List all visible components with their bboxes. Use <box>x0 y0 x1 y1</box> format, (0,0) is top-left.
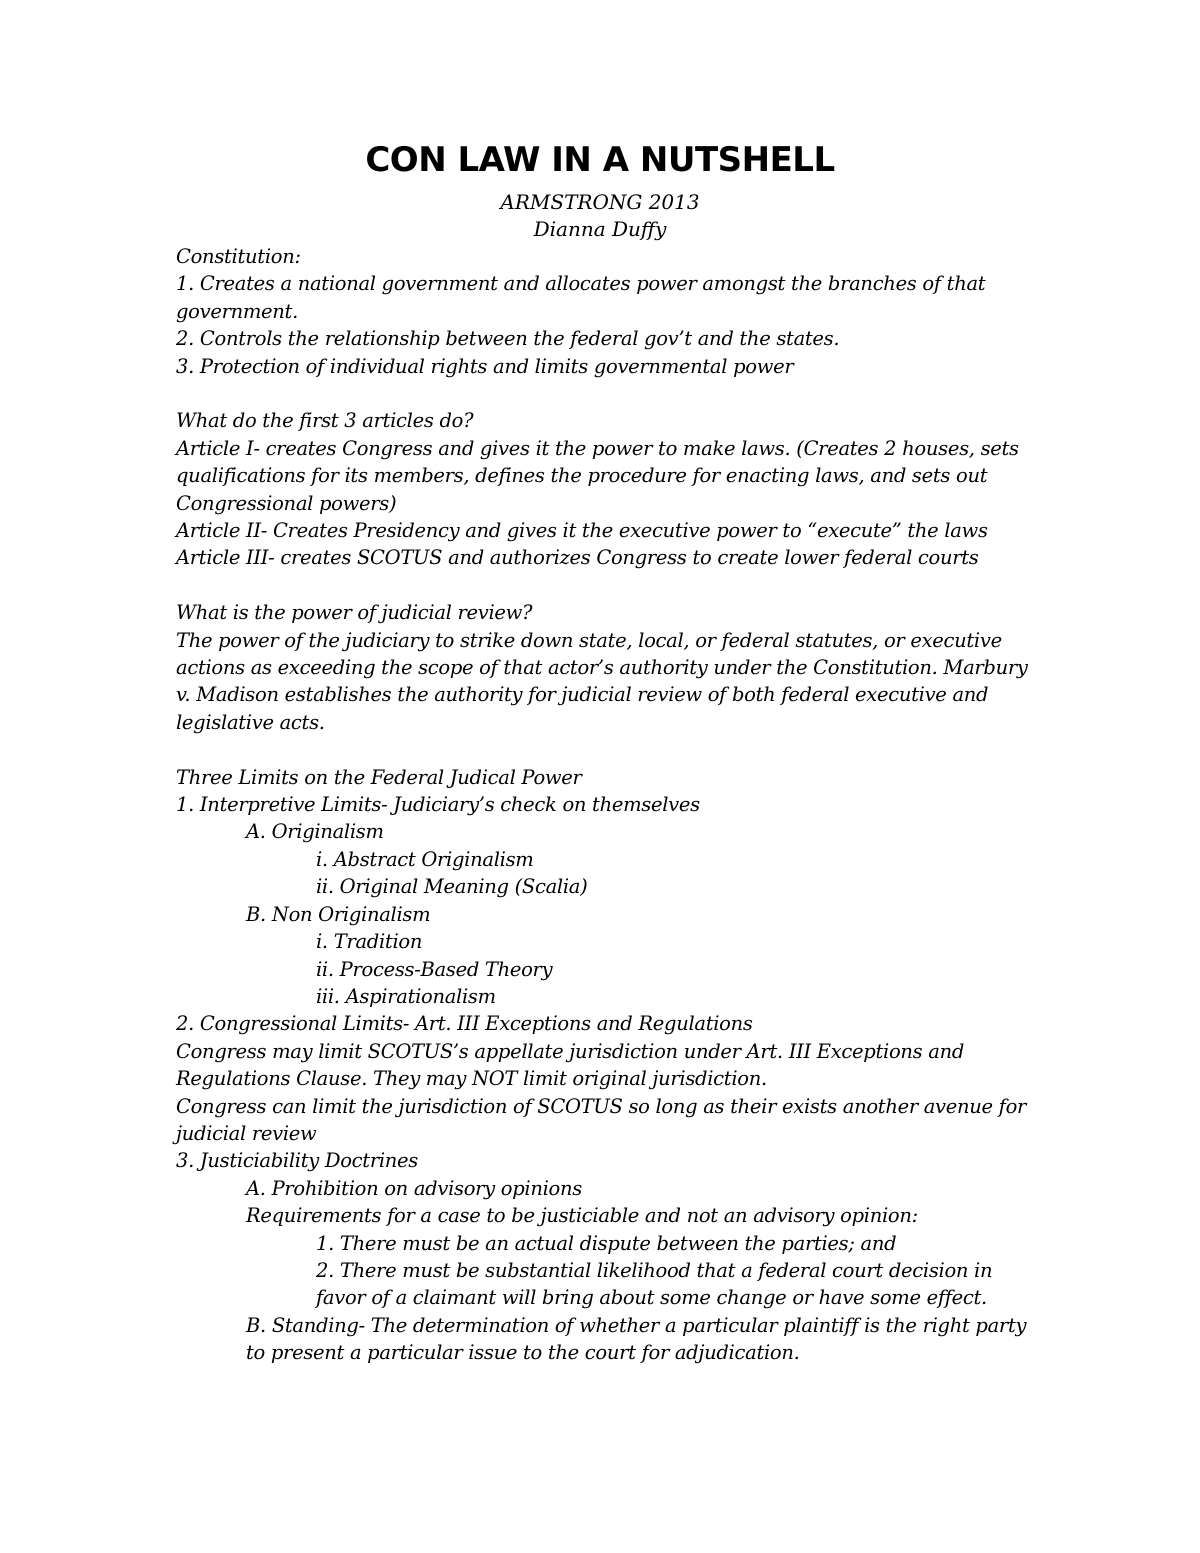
judicial-review-answer: The power of the judiciary to strike down state, local, or federal statutes, or executive actions as exceeding the scope of that actor’s authority under the Constitution. Marbury v. Madison establishes the authority for judicial review of both federal executive and legislative acts. <box>176 628 1028 734</box>
article-1: Article I- creates Congress and gives it the power to make laws. (Creates 2 houses, sets qualifications for its members, defines the procedure for enacting laws, and sets out Congressional powers) <box>176 436 1019 515</box>
congressional-paragraph-1: Congress may limit SCOTUS’s appellate jurisdiction under Art. III Exceptions and Regulations Clause. They may NOT limit original jurisdiction. <box>176 1039 965 1091</box>
congressional-paragraph-2: Congress can limit the jurisdiction of SCOTUS so long as their exists another avenue for judicial review <box>176 1094 1027 1145</box>
process-based-theory: ii. Process-Based Theory <box>316 957 553 981</box>
requirement-1: 1. There must be an actual dispute between the parties; and <box>316 1231 897 1255</box>
article-3: Article III- creates SCOTUS and authorizes Congress to create lower federal courts <box>176 546 979 570</box>
originalism: A. Originalism <box>246 820 384 844</box>
justiciable-requirements: Requirements for a case to be justiciable and not an advisory opinion: <box>246 1204 918 1228</box>
article-2: Article II- Creates Presidency and gives it the executive power to “execute” the laws <box>176 519 988 543</box>
document-author: Dianna Duffy <box>533 217 667 241</box>
standing: B. Standing- The determination of whether a particular plaintiff is the right party to present a particular issue to the court for adjudication. <box>246 1313 1027 1365</box>
original-meaning: ii. Original Meaning (Scalia) <box>316 875 588 899</box>
aspirationalism: iii. Aspirationalism <box>316 984 496 1008</box>
limits-heading: Three Limits on the Federal Judical Power <box>176 765 582 789</box>
requirement-2: 2. There must be substantial likelihood that a federal court decision in favor of a claimant will bring about some change or have some effect. <box>316 1258 993 1310</box>
constitution-item-3: 3. Protection of individual rights and limits governmental power <box>176 354 794 378</box>
document-body <box>176 243 1036 1367</box>
advisory-opinions: A. Prohibition on advisory opinions <box>246 1176 582 1200</box>
constitution-item-1: 1. Creates a national government and allocates power amongst the branches of that government. <box>176 272 986 323</box>
constitution-heading: Constitution: <box>176 245 301 268</box>
judicial-review-question: What is the power of judicial review? <box>176 601 533 625</box>
constitution-item-2: 2. Controls the relationship between the federal gov’t and the states. <box>176 327 840 351</box>
congressional-limits: 2. Congressional Limits- Art. III Exceptions and Regulations <box>176 1012 753 1036</box>
justiciability-doctrines: 3. Justiciability Doctrines <box>176 1149 418 1173</box>
tradition: i. Tradition <box>316 930 423 954</box>
articles-question: What do the first 3 articles do? <box>176 409 474 433</box>
non-originalism: B. Non Originalism <box>246 902 431 926</box>
document-subtitle: ARMSTRONG 2013 <box>500 190 700 214</box>
document-title: CON LAW IN A NUTSHELL <box>365 140 835 180</box>
abstract-originalism: i. Abstract Originalism <box>316 847 534 871</box>
interpretive-limits: 1. Interpretive Limits- Judiciary’s check on themselves <box>176 793 700 817</box>
